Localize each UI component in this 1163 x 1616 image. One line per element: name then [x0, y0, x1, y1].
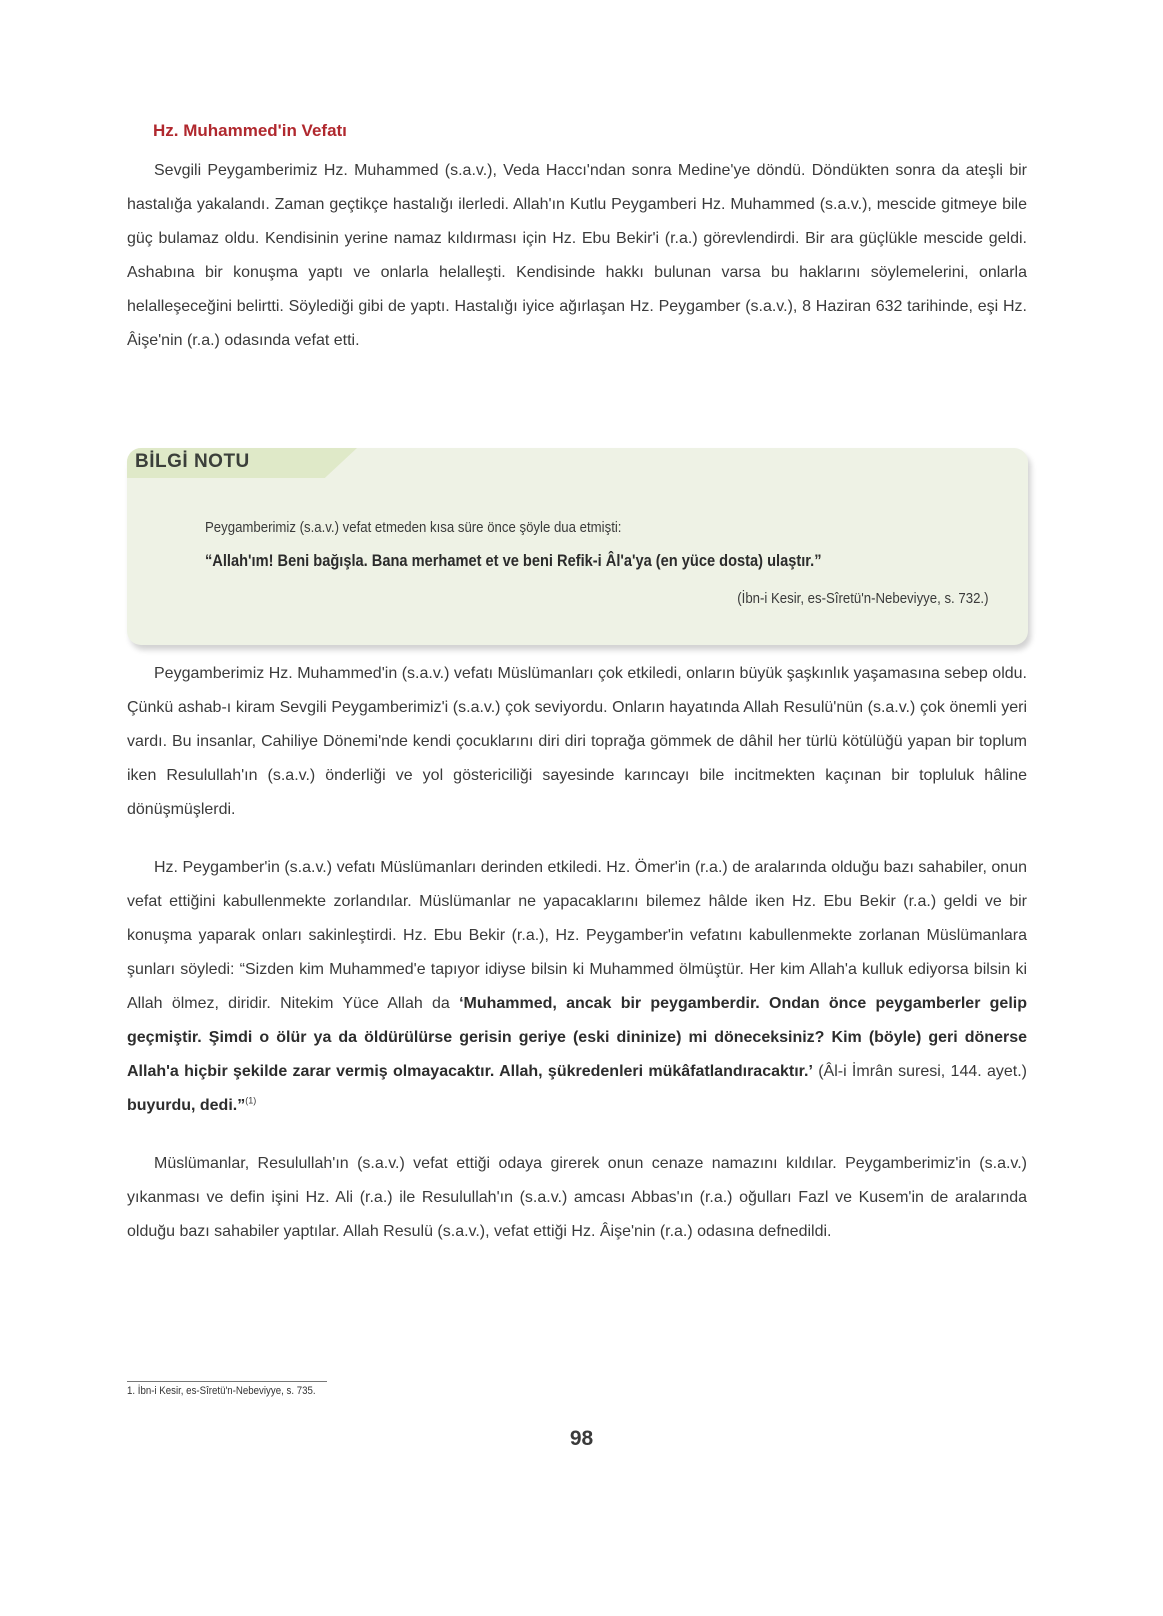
paragraph-burial: Müslümanlar, Resulullah'ın (s.a.v.) vefat ettiği odaya girerek onun cenaze namazını kıldılar. Peygamberimiz'in (s.a.v.) yıkanması ve defin işini Hz. Ali (r.a.) ile Resulullah'ın (s.a.v.) amcası Abbas'ın (r.a.) oğulları Fazl ve Kusem'in de aralarında olduğu bazı sahabiler yaptılar. Allah Resulü (s.a.v.), vefat ettiği Hz. Âişe'nin (r.a.) odasına defnedildi.	[127, 1155, 1027, 1240]
footnote: 1. İbn-i Kesir, es-Sîretü'n-Nebeviyye, s. 735.	[127, 1385, 316, 1397]
paragraph-impact: Peygamberimiz Hz. Muhammed'in (s.a.v.) vefatı Müslümanları çok etkiledi, onların büyük şaşkınlık yaşamasına sebep oldu. Çünkü ashab-ı kiram Sevgili Peygamberimiz'i (s.a.v.) çok seviyordu. Onların hayatında Allah Resulü'nün (s.a.v.) çok önemli yeri vardı. Bu insanlar, Cahiliye Dönemi'nde kendi çocuklarını diri diri toprağa gömmek de dâhil her türlü kötülüğü yapan bir toplum iken Resulullah'ın (s.a.v.) önderliği ve yol göstericiliği sayesinde karıncayı bile incitmekten kaçınan bir topluluk hâline dönüşmüşlerdi.	[127, 665, 1027, 818]
paragraph-illness: Sevgili Peygamberimiz Hz. Muhammed (s.a.v.), Veda Haccı'ndan sonra Medine'ye döndü. Döndükten sonra da ateşli bir hastalığa yakalandı. Zaman geçtikçe hastalığı ilerledi. Allah'ın Kutlu Peygamberi Hz. Muhammed (s.a.v.), mescide gitmeye bile güç bulamaz oldu. Kendisinin yerine namaz kıldırması için Hz. Ebu Bekir'i (r.a.) görevlendirdi. Bir ara güçlükle mescide geldi. Ashabına bir konuşma yaptı ve onlarla helalleşti. Kendisinde hakkı bulunan varsa bu haklarını söylemelerini, onlarla helalleşeceğini belirtti. Söylediği gibi de yaptı. Hastalığı iyice ağırlaşan Hz. Peygamber (s.a.v.), 8 Haziran 632 tarihinde, eşi Hz. Âişe'nin (r.a.) odasında vefat etti.	[127, 162, 1027, 349]
page-number: 98	[569, 1427, 594, 1450]
section-title: Hz. Muhammed'in Vefatı	[153, 121, 347, 140]
info-note-heading: BİLGİ NOTU	[135, 451, 250, 472]
speech-text: Hz. Peygamber'in (s.a.v.) vefatı Müslümanları derinden etkiledi. Hz. Ömer'in (r.a.) de aralarında olduğu bazı sahabiler, onun vefat ettiğini kabullenmekte zorlandılar. Müslümanlar ne yapacaklarını bilemez hâlde iken Hz. Ebu Bekir (r.a.) geldi ve bir konuşma yaparak onları sakinleştirdi. Hz. Ebu Bekir (r.a.), Hz. Peygamber'in vefatını kabullenmekte zorlanan Müslümanlara şunları söyledi: “Sizden kim Muhammed'e tapıyor idiyse bilsin ki Muhammed ölmüştür. Her kim Allah'a kulluk ediyorsa bilsin ki Allah ölmez, diridir. Nitekim Yüce Allah da	[127, 859, 1027, 1012]
verse-quote: ‘Muhammed, ancak bir peygamberdir. Ondan önce peygamberler gelip geçmiştir. Şimdi o ölür ya da öldürülürse gerisin geriye (eski dininize) mi döneceksiniz? Kim (böyle) geri dönerse Allah'a hiçbir şekilde zarar vermiş olmayacaktır. Allah, şükredenleri mükâfatlandıracaktır.’	[127, 995, 1027, 1080]
speech-ending: buyurdu, dedi.”	[127, 1097, 246, 1114]
info-note-quote: “Allah'ım! Beni bağışla. Bana merhamet et ve beni Refik-i Âl'a'ya (en yüce dosta) ulaştır.”	[205, 551, 822, 570]
info-note-source: (İbn-i Kesir, es-Sîretü'n-Nebeviyye, s. 732.)	[736, 590, 988, 607]
verse-reference: (Âl-i İmrân suresi, 144. ayet.)	[812, 1063, 1028, 1080]
paragraph-abu-bakr-speech	[127, 851, 1027, 1123]
info-note-intro: Peygamberimiz (s.a.v.) vefat etmeden kısa süre önce şöyle dua etmişti:	[205, 519, 622, 536]
footnote-marker: (1)	[245, 1095, 257, 1106]
footnote-divider	[127, 1381, 327, 1382]
